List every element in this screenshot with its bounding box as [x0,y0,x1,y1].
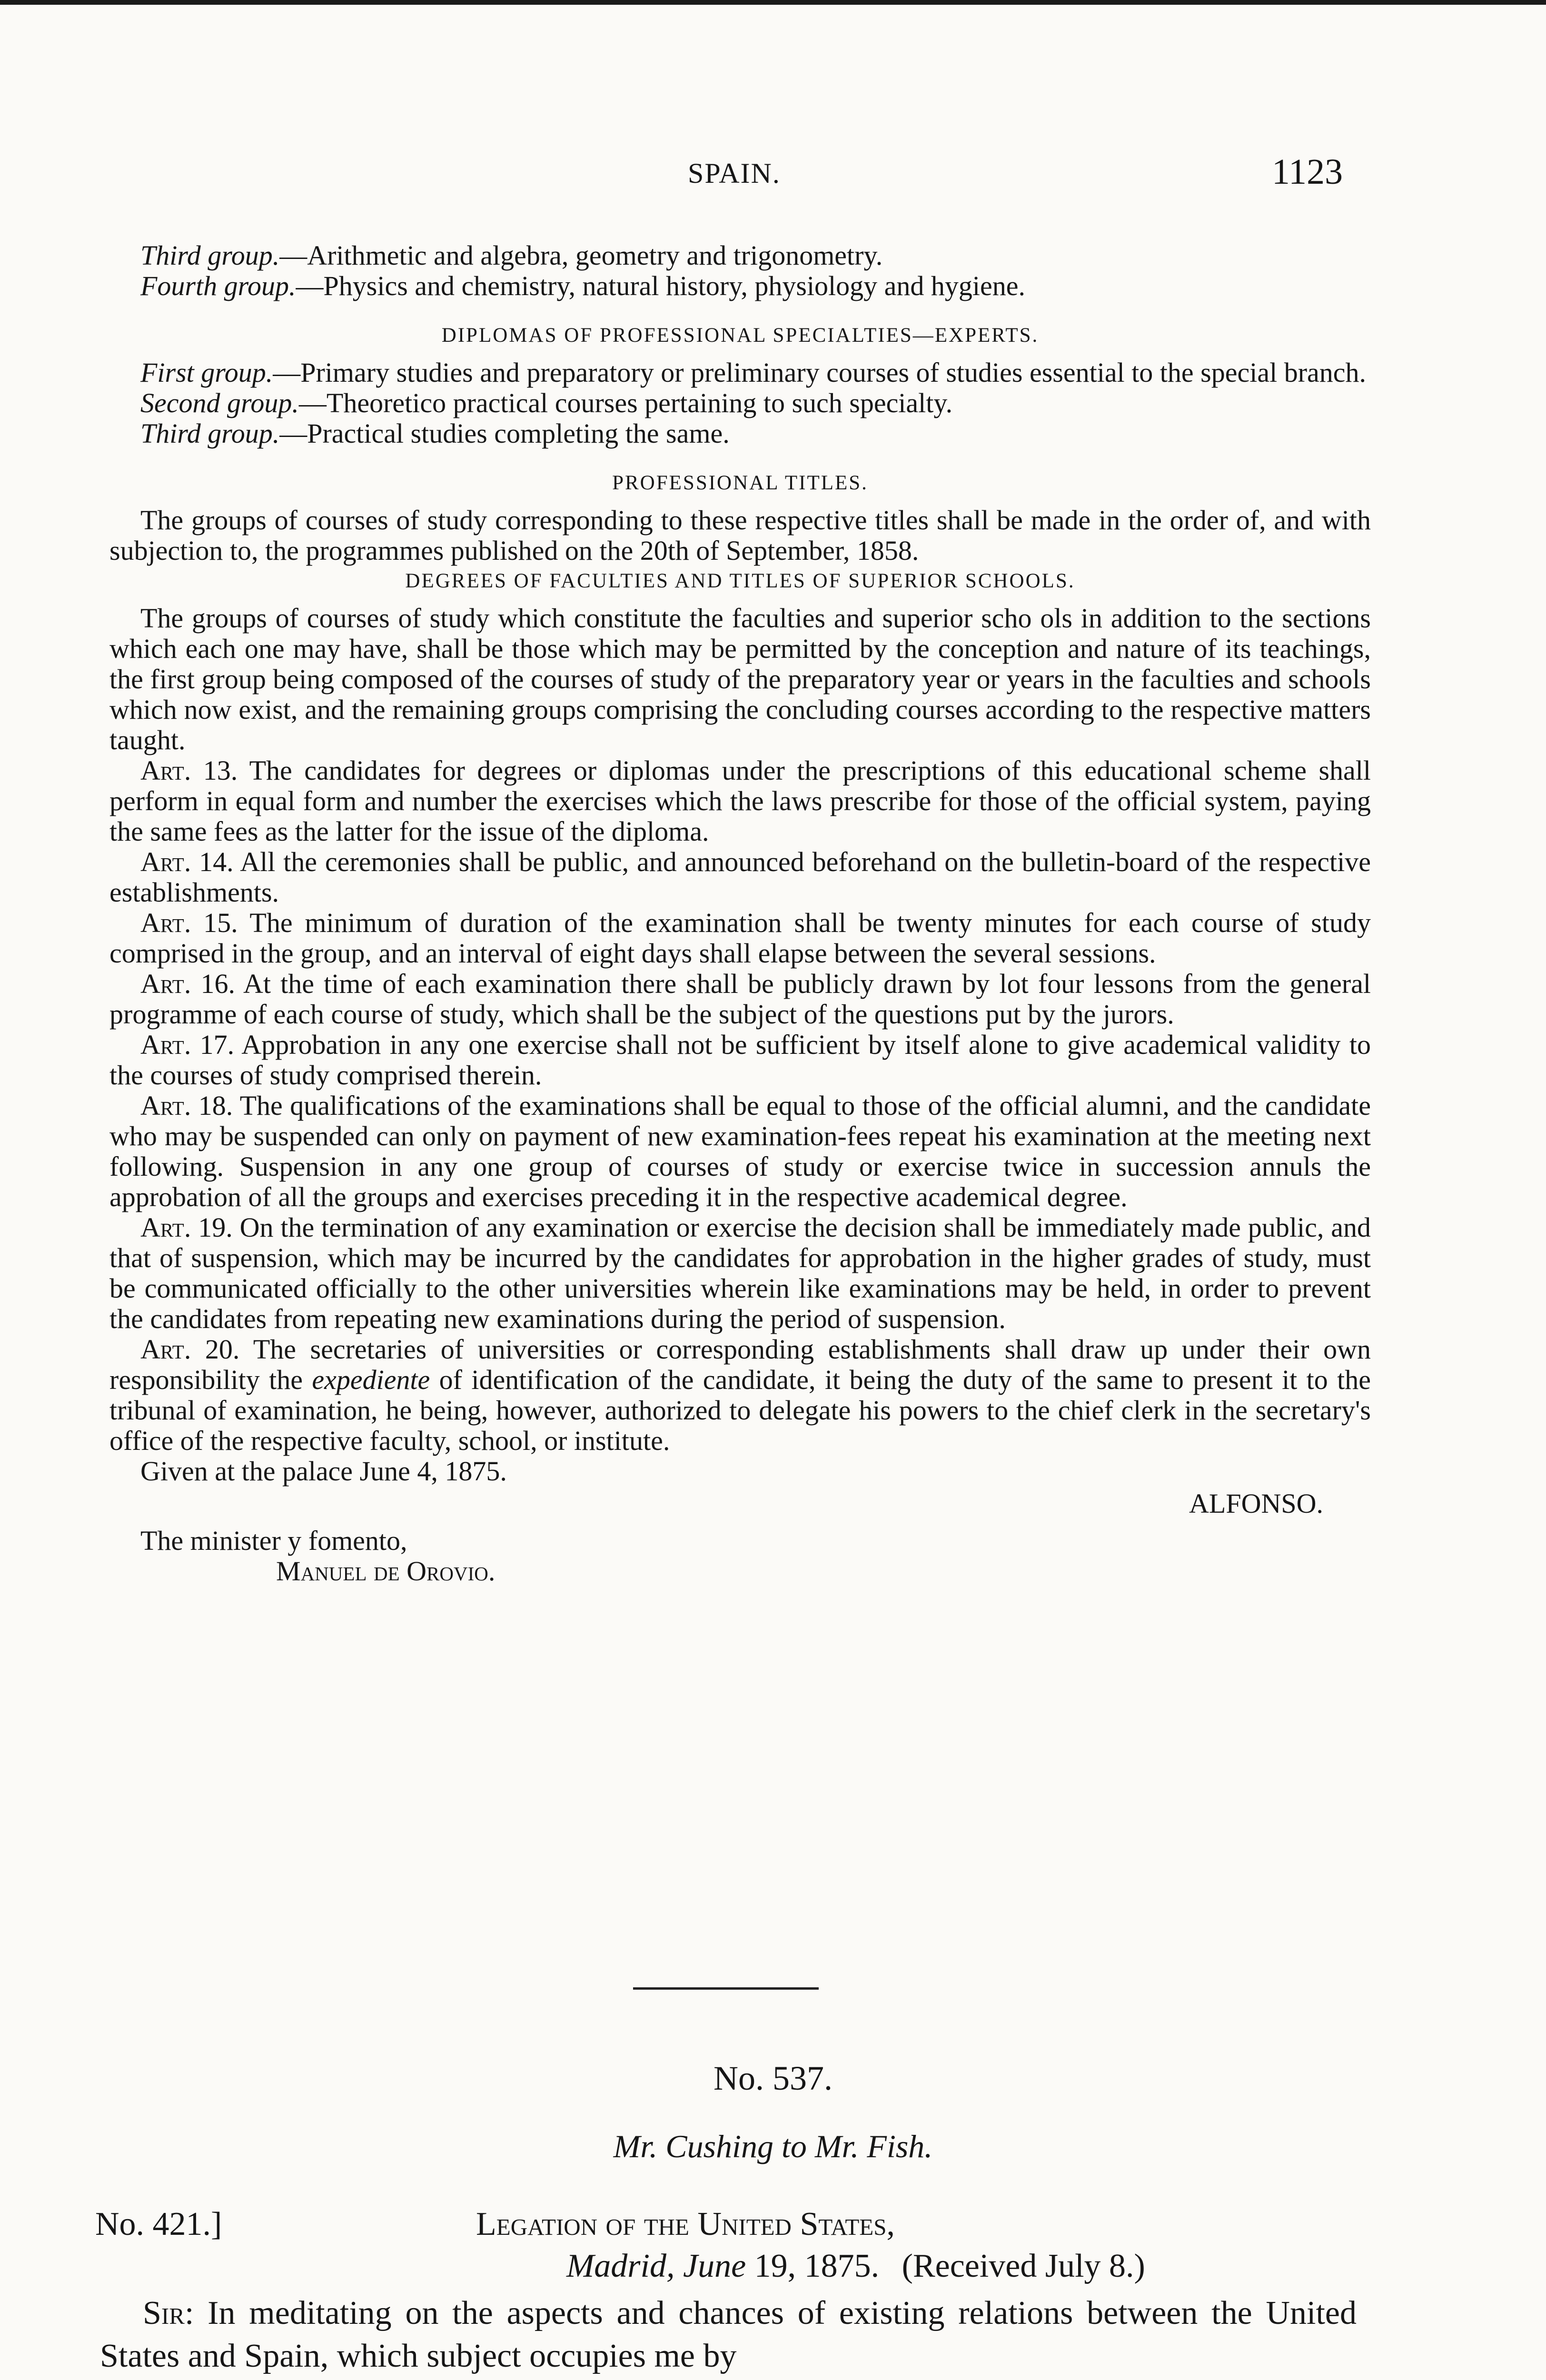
group-line: First group.—Primary studies and preparatory or preliminary courses of studies essential to the special branch. [140,357,1366,388]
section-heading: DEGREES OF FACULTIES AND TITLES OF SUPERIOR SCHOOLS. [405,570,1075,592]
article: Art. 15. The minimum of duration of the examination shall be twenty minutes for each course of study comprised in the group, and an interval of eight days shall elapse between the several sessions. [109,907,1371,969]
group-line: Fourth group.—Physics and chemistry, natural history, physiology and hygiene. [140,270,1026,301]
running-head: SPAIN. [688,158,781,189]
article: Art. 18. The qualifications of the examinations shall be equal to those of the official alumni, and the candidate who may be suspended can only on payment of new examination-fees repeat his examination at the meeting next following. Suspension in any one group of courses of study or exercise twice in succession annuls the approbation of all the groups and exercises preceding it in the respective academical degree. [109,1090,1371,1212]
paragraph: The groups of courses of study which constitute the faculties and superior scho ols in addition to the sections which each one may have, shall be those which may be permitted by the conception and nature of its teachings, the first group being composed of the courses of study of the preparatory year or years in the faculties and schools which now exist, and the remaining groups comprising the concluding courses according to the respective matters taught. [109,603,1371,755]
legation-line: Legation of the United States, [476,2206,895,2242]
group-line: Second group.—Theoretico practical courses pertaining to such specialty. [140,387,953,418]
minister-line: The minister y fomento, [140,1525,407,1556]
section-heading: DIPLOMAS OF PROFESSIONAL SPECIALTIES—EXPERTS. [441,324,1039,347]
main-text [109,240,1371,1587]
group-line: Third group.—Arithmetic and algebra, geometry and trigonometry. [140,240,883,271]
section-heading: PROFESSIONAL TITLES. [612,472,868,494]
document-number: No. 537. [714,2059,832,2097]
letter-body: Sir: In meditating on the aspects and chances of existing relations between the United States and Spain, which subject occupies me by [100,2295,1357,2374]
signature: ALFONSO. [1189,1488,1323,1519]
article: Art. 19. On the termination of any examination or exercise the decision shall be immediately made public, and that of suspension, which may be incurred by the candidates for approbation in the higher grades of study, must be communicated officially to the other universities wherein like examinations may be held, in order to prevent the candidates from repeating new examinations during the period of suspension. [109,1212,1371,1334]
correspondence-heading: Mr. Cushing to Mr. Fish. [613,2128,933,2164]
minister-name: Manuel de Orovio. [276,1556,496,1587]
paragraph: The groups of courses of study corresponding to these respective titles shall be made in the order of, and with subjection to, the programmes published on the 20th of September, 1858. [109,505,1371,566]
group-line: Third group.—Practical studies completing the same. [140,418,730,449]
divider-rule [633,1987,819,1990]
article: Art. 17. Approbation in any one exercise shall not be sufficient by itself alone to give academical validity to the courses of study comprised therein. [109,1029,1371,1091]
top-rule [0,0,1546,5]
article: Art. 13. The candidates for degrees or diplomas under the prescriptions of this educational scheme shall perform in equal form and number the exercises which the laws prescribe for those of the official system, paying the same fees as the latter for the issue of the diploma. [109,755,1371,847]
given-line: Given at the palace June 4, 1875. [140,1456,507,1487]
article: Art. 20. The secretaries of universities or corresponding establishments shall draw up under their own responsibility the expediente of identification of the candidate, it being the duty of the same to present it to the tribunal of examination, he being, however, authorized to delegate his powers to the chief clerk in the secretary's office of the respective faculty, school, or institute. [109,1334,1371,1456]
article: Art. 16. At the time of each examination there shall be publicly drawn by lot four lessons from the general programme of each course of study, which shall be the subject of the questions put by the jurors. [109,968,1371,1030]
article: Art. 14. All the ceremonies shall be public, and announced beforehand on the bulletin-board of the respective establishments. [109,846,1371,908]
letter-header [95,2204,1390,2245]
despatch-number: No. 421.] [95,2206,222,2242]
page-number: 1123 [1272,152,1343,192]
